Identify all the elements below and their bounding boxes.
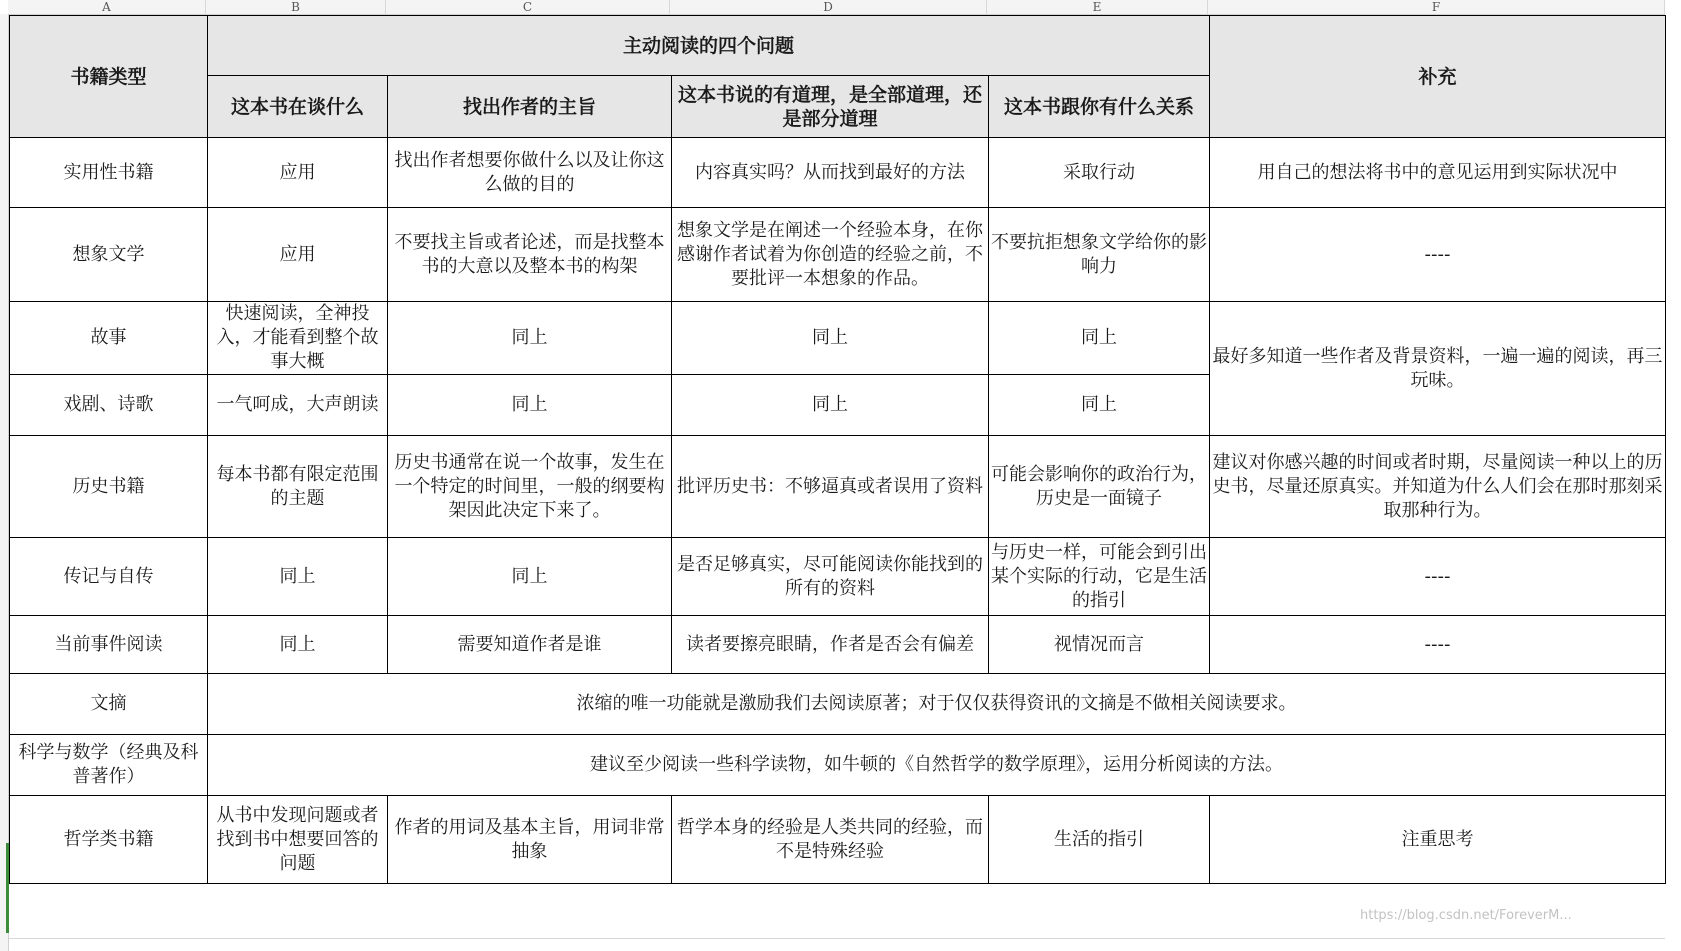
table-row <box>10 796 1666 884</box>
cell-drama-q3[interactable]: 同上 <box>672 375 989 436</box>
cell-drama-q2[interactable]: 同上 <box>388 375 672 436</box>
cell-type-practical[interactable]: 实用性书籍 <box>10 138 208 208</box>
cell-philosophy-q4[interactable]: 生活的指引 <box>989 796 1210 884</box>
cell-digest-merged[interactable]: 浓缩的唯一功能就是激励我们去阅读原著；对于仅仅获得资讯的文摘是不做相关阅读要求。 <box>208 674 1666 735</box>
watermark: https://blog.csdn.net/ForeverM... <box>1360 908 1572 923</box>
cell-history-q3[interactable]: 批评历史书：不够逼真或者误用了资料 <box>672 436 989 538</box>
column-header-a[interactable]: A <box>8 0 206 14</box>
column-header-e[interactable]: E <box>987 0 1208 14</box>
table-row <box>10 674 1666 735</box>
cell-type-imaginative[interactable]: 想象文学 <box>10 208 208 302</box>
cell-practical-q1[interactable]: 应用 <box>208 138 388 208</box>
cell-story-q2[interactable]: 同上 <box>388 302 672 375</box>
cell-imaginative-q2[interactable]: 不要找主旨或者论述，而是找整本书的大意以及整本书的构架 <box>388 208 672 302</box>
column-header-c[interactable]: C <box>386 0 670 14</box>
cell-story-q1[interactable]: 快速阅读，全神投入，才能看到整个故事大概 <box>208 302 388 375</box>
cell-story-drama-note[interactable]: 最好多知道一些作者及背景资料，一遍一遍的阅读，再三玩味。 <box>1210 302 1666 436</box>
cell-history-note[interactable]: 建议对你感兴趣的时间或者时期，尽量阅读一种以上的历史书，尽量还原真实。并知道为什么人们会在那时那刻采取那种行为。 <box>1210 436 1666 538</box>
table-row <box>10 616 1666 674</box>
row-headers <box>0 14 9 951</box>
cell-type-biography[interactable]: 传记与自传 <box>10 538 208 616</box>
cell-drama-q4[interactable]: 同上 <box>989 375 1210 436</box>
cell-imaginative-q3[interactable]: 想象文学是在阐述一个经验本身，在你感谢作者试着为你创造的经验之前，不要批评一本想象的作品。 <box>672 208 989 302</box>
table-row <box>10 538 1666 616</box>
reading-table <box>9 15 1666 884</box>
cell-type-history[interactable]: 历史书籍 <box>10 436 208 538</box>
column-header-d[interactable]: D <box>670 0 987 14</box>
header-four-questions[interactable]: 主动阅读的四个问题 <box>208 16 1210 76</box>
cell-biography-q4[interactable]: 与历史一样，可能会到引出某个实际的行动，它是生活的指引 <box>989 538 1210 616</box>
table-row <box>10 208 1666 302</box>
cell-type-current[interactable]: 当前事件阅读 <box>10 616 208 674</box>
table-row <box>10 735 1666 796</box>
header-row-1 <box>10 16 1666 76</box>
cell-type-drama[interactable]: 戏剧、诗歌 <box>10 375 208 436</box>
header-question-4[interactable]: 这本书跟你有什么关系 <box>989 76 1210 138</box>
cell-type-science[interactable]: 科学与数学（经典及科普著作） <box>10 735 208 796</box>
cell-practical-q3[interactable]: 内容真实吗？从而找到最好的方法 <box>672 138 989 208</box>
cell-story-q4[interactable]: 同上 <box>989 302 1210 375</box>
cell-current-q1[interactable]: 同上 <box>208 616 388 674</box>
table-row <box>10 138 1666 208</box>
cell-type-philosophy[interactable]: 哲学类书籍 <box>10 796 208 884</box>
cell-imaginative-q4[interactable]: 不要抗拒想象文学给你的影响力 <box>989 208 1210 302</box>
column-header-b[interactable]: B <box>206 0 386 14</box>
cell-drama-q1[interactable]: 一气呵成，大声朗读 <box>208 375 388 436</box>
cell-biography-q3[interactable]: 是否足够真实，尽可能阅读你能找到的所有的资料 <box>672 538 989 616</box>
table-row <box>10 436 1666 538</box>
cell-type-digest[interactable]: 文摘 <box>10 674 208 735</box>
cell-practical-q4[interactable]: 采取行动 <box>989 138 1210 208</box>
cell-practical-q2[interactable]: 找出作者想要你做什么以及让你这么做的目的 <box>388 138 672 208</box>
cell-imaginative-q1[interactable]: 应用 <box>208 208 388 302</box>
header-question-1[interactable]: 这本书在谈什么 <box>208 76 388 138</box>
header-supplement[interactable]: 补充 <box>1210 16 1666 138</box>
cell-science-merged[interactable]: 建议至少阅读一些科学读物，如牛顿的《自然哲学的数学原理》，运用分析阅读的方法。 <box>208 735 1666 796</box>
cell-current-q3[interactable]: 读者要擦亮眼睛，作者是否会有偏差 <box>672 616 989 674</box>
cell-philosophy-q3[interactable]: 哲学本身的经验是人类共同的经验，而不是特殊经验 <box>672 796 989 884</box>
empty-row-gridline <box>9 938 1665 939</box>
cell-biography-note[interactable]: ---- <box>1210 538 1666 616</box>
cell-history-q1[interactable]: 每本书都有限定范围的主题 <box>208 436 388 538</box>
cell-biography-q2[interactable]: 同上 <box>388 538 672 616</box>
cell-biography-q1[interactable]: 同上 <box>208 538 388 616</box>
cell-current-q4[interactable]: 视情况而言 <box>989 616 1210 674</box>
cell-story-q3[interactable]: 同上 <box>672 302 989 375</box>
header-question-3[interactable]: 这本书说的有道理，是全部道理，还是部分道理 <box>672 76 989 138</box>
cell-philosophy-q1[interactable]: 从书中发现问题或者找到书中想要回答的问题 <box>208 796 388 884</box>
cell-history-q4[interactable]: 可能会影响你的政治行为，历史是一面镜子 <box>989 436 1210 538</box>
cell-current-q2[interactable]: 需要知道作者是谁 <box>388 616 672 674</box>
cell-philosophy-q2[interactable]: 作者的用词及基本主旨，用词非常抽象 <box>388 796 672 884</box>
cell-current-note[interactable]: ---- <box>1210 616 1666 674</box>
cell-practical-note[interactable]: 用自己的想法将书中的意见运用到实际状况中 <box>1210 138 1666 208</box>
header-question-2[interactable]: 找出作者的主旨 <box>388 76 672 138</box>
column-headers <box>8 0 1665 15</box>
cell-history-q2[interactable]: 历史书通常在说一个故事，发生在一个特定的时间里，一般的纲要构架因此决定下来了。 <box>388 436 672 538</box>
cell-type-story[interactable]: 故事 <box>10 302 208 375</box>
cell-imaginative-note[interactable]: ---- <box>1210 208 1666 302</box>
header-book-type[interactable]: 书籍类型 <box>10 16 208 138</box>
table-row <box>10 302 1666 375</box>
column-header-f[interactable]: F <box>1208 0 1665 14</box>
cell-philosophy-note[interactable]: 注重思考 <box>1210 796 1666 884</box>
